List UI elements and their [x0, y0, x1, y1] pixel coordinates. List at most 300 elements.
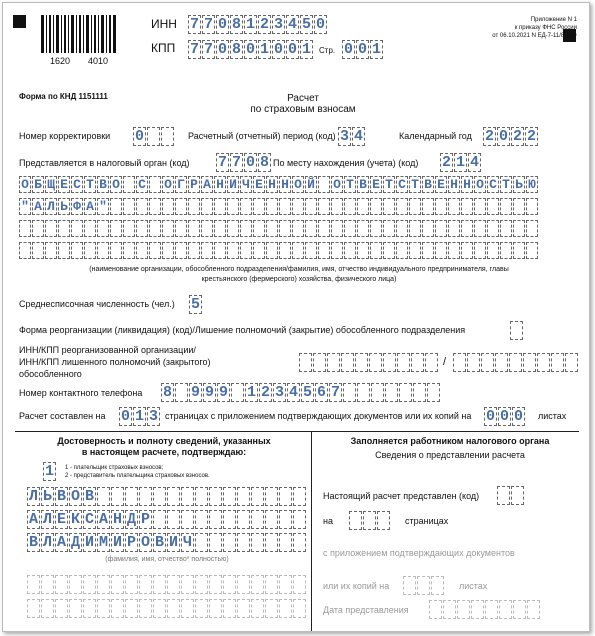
- entry-cell[interactable]: 0: [120, 408, 130, 425]
- entry-cell[interactable]: 0: [287, 41, 297, 58]
- entry-cell[interactable]: [251, 599, 264, 618]
- entry-cell[interactable]: [293, 575, 306, 594]
- entry-cell[interactable]: [355, 353, 368, 372]
- entry-cell[interactable]: [251, 575, 264, 594]
- page-number-cells[interactable]: [342, 40, 384, 59]
- entry-cell[interactable]: Р: [126, 534, 136, 551]
- entry-cell[interactable]: [265, 533, 278, 552]
- entry-cell[interactable]: [251, 487, 264, 506]
- entry-cell[interactable]: С: [136, 176, 148, 193]
- entry-cell[interactable]: [153, 599, 166, 618]
- docs-cells[interactable]: [484, 407, 526, 426]
- reorg-inn-cells[interactable]: [299, 353, 439, 372]
- entry-cell[interactable]: [123, 220, 135, 237]
- entry-cell[interactable]: [357, 242, 369, 259]
- entry-cell[interactable]: [487, 198, 499, 215]
- entry-cell[interactable]: [214, 198, 226, 215]
- entry-cell[interactable]: [526, 220, 538, 237]
- entry-cell[interactable]: [265, 575, 278, 594]
- entry-cell[interactable]: [136, 220, 148, 237]
- entry-cell[interactable]: [293, 533, 306, 552]
- entry-cell[interactable]: [209, 575, 222, 594]
- entry-cell[interactable]: 3: [274, 384, 284, 401]
- entry-cell[interactable]: [403, 576, 416, 595]
- entry-cell[interactable]: В: [28, 534, 38, 551]
- tax-authority-cells[interactable]: [216, 153, 272, 172]
- entry-cell[interactable]: [149, 176, 161, 193]
- entry-cell[interactable]: [383, 198, 395, 215]
- entry-cell[interactable]: [110, 220, 122, 237]
- entry-cell[interactable]: [181, 487, 194, 506]
- entry-cell[interactable]: Г: [175, 176, 187, 193]
- entry-cell[interactable]: ": [97, 198, 109, 215]
- entry-cell[interactable]: А: [201, 176, 213, 193]
- entry-cell[interactable]: Е: [253, 176, 265, 193]
- entry-cell[interactable]: [341, 353, 354, 372]
- entry-cell[interactable]: Ь: [58, 198, 70, 215]
- entry-cell[interactable]: 5: [302, 384, 312, 401]
- entry-cell[interactable]: [474, 242, 486, 259]
- entry-cell[interactable]: [513, 220, 525, 237]
- entry-cell[interactable]: 4: [287, 16, 297, 33]
- entry-cell[interactable]: 0: [245, 41, 255, 58]
- entry-cell[interactable]: 7: [189, 41, 199, 58]
- entry-cell[interactable]: 6: [316, 384, 326, 401]
- patronymic-cells[interactable]: [27, 533, 307, 552]
- entry-cell[interactable]: [201, 242, 213, 259]
- entry-cell[interactable]: [195, 487, 208, 506]
- entry-cell[interactable]: [448, 220, 460, 237]
- entry-cell[interactable]: С: [84, 511, 94, 528]
- entry-cell[interactable]: [58, 242, 70, 259]
- entry-cell[interactable]: Л: [42, 511, 52, 528]
- reorganization-cells[interactable]: [510, 321, 524, 340]
- entry-cell[interactable]: С: [71, 176, 83, 193]
- entry-cell[interactable]: [223, 487, 236, 506]
- year-cells[interactable]: [483, 127, 539, 146]
- entry-cell[interactable]: [453, 353, 466, 372]
- entry-cell[interactable]: [313, 353, 326, 372]
- entry-cell[interactable]: [214, 242, 226, 259]
- entry-cell[interactable]: Т: [383, 176, 395, 193]
- entry-cell[interactable]: 1: [301, 41, 311, 58]
- entry-cell[interactable]: [251, 533, 264, 552]
- entry-cell[interactable]: [149, 220, 161, 237]
- entry-cell[interactable]: 1: [371, 41, 381, 58]
- entry-cell[interactable]: 3: [148, 408, 158, 425]
- entry-cell[interactable]: [435, 198, 447, 215]
- entry-cell[interactable]: 7: [203, 41, 213, 58]
- entry-cell[interactable]: Н: [448, 176, 460, 193]
- entry-cell[interactable]: [175, 220, 187, 237]
- entry-cell[interactable]: [279, 510, 292, 529]
- entry-cell[interactable]: В: [84, 488, 94, 505]
- org-name-row-2[interactable]: [19, 198, 539, 215]
- entry-cell[interactable]: [265, 510, 278, 529]
- entry-cell[interactable]: [209, 487, 222, 506]
- entry-cell[interactable]: [251, 510, 264, 529]
- representative-row-1[interactable]: [27, 575, 307, 594]
- entry-cell[interactable]: [443, 600, 456, 619]
- entry-cell[interactable]: [123, 242, 135, 259]
- entry-cell[interactable]: [265, 599, 278, 618]
- entry-cell[interactable]: 3: [273, 16, 283, 33]
- org-name-row-3[interactable]: [19, 220, 539, 237]
- entry-cell[interactable]: [195, 510, 208, 529]
- entry-cell[interactable]: [422, 198, 434, 215]
- entry-cell[interactable]: Ч: [182, 534, 192, 551]
- entry-cell[interactable]: [318, 242, 330, 259]
- entry-cell[interactable]: [279, 575, 292, 594]
- entry-cell[interactable]: [369, 353, 382, 372]
- entry-cell[interactable]: [175, 242, 187, 259]
- entry-cell[interactable]: [32, 242, 44, 259]
- entry-cell[interactable]: [237, 575, 250, 594]
- entry-cell[interactable]: [370, 242, 382, 259]
- entry-cell[interactable]: 1: [245, 16, 255, 33]
- entry-cell[interactable]: 0: [217, 16, 227, 33]
- entry-cell[interactable]: [429, 600, 442, 619]
- entry-cell[interactable]: [27, 599, 40, 618]
- entry-cell[interactable]: [123, 176, 135, 193]
- entry-cell[interactable]: [209, 533, 222, 552]
- entry-cell[interactable]: [188, 242, 200, 259]
- entry-cell[interactable]: [279, 533, 292, 552]
- entry-cell[interactable]: [223, 575, 236, 594]
- entry-cell[interactable]: 1: [246, 384, 256, 401]
- entry-cell[interactable]: [253, 198, 265, 215]
- entry-cell[interactable]: Н: [112, 511, 122, 528]
- entry-cell[interactable]: [509, 353, 522, 372]
- entry-cell[interactable]: [331, 242, 343, 259]
- entry-cell[interactable]: [471, 600, 484, 619]
- entry-cell[interactable]: [240, 220, 252, 237]
- entry-cell[interactable]: И: [112, 534, 122, 551]
- entry-cell[interactable]: Ь: [42, 488, 52, 505]
- entry-cell[interactable]: [111, 487, 124, 506]
- entry-cell[interactable]: [474, 220, 486, 237]
- entry-cell[interactable]: [344, 198, 356, 215]
- name-cells[interactable]: [27, 510, 307, 529]
- entry-cell[interactable]: [45, 220, 57, 237]
- entry-cell[interactable]: В: [357, 176, 369, 193]
- entry-cell[interactable]: [292, 220, 304, 237]
- entry-cell[interactable]: [292, 198, 304, 215]
- entry-cell[interactable]: [125, 487, 138, 506]
- entry-cell[interactable]: [69, 599, 82, 618]
- entry-cell[interactable]: [474, 198, 486, 215]
- entry-cell[interactable]: [293, 510, 306, 529]
- entry-cell[interactable]: 1: [134, 408, 144, 425]
- entry-cell[interactable]: [237, 599, 250, 618]
- entry-cell[interactable]: 1: [259, 41, 269, 58]
- entry-cell[interactable]: [513, 198, 525, 215]
- entry-cell[interactable]: 7: [330, 384, 340, 401]
- entry-cell[interactable]: [175, 383, 188, 402]
- entry-cell[interactable]: [111, 599, 124, 618]
- entry-cell[interactable]: Ю: [526, 176, 538, 193]
- entry-cell[interactable]: 0: [315, 16, 325, 33]
- entry-cell[interactable]: [344, 220, 356, 237]
- entry-cell[interactable]: А: [32, 198, 44, 215]
- entry-cell[interactable]: [162, 220, 174, 237]
- entry-cell[interactable]: [435, 242, 447, 259]
- entry-cell[interactable]: [357, 198, 369, 215]
- entry-cell[interactable]: 0: [513, 408, 523, 425]
- entry-cell[interactable]: [195, 575, 208, 594]
- entry-cell[interactable]: 8: [162, 384, 172, 401]
- entry-cell[interactable]: [305, 198, 317, 215]
- entry-cell[interactable]: [266, 198, 278, 215]
- entry-cell[interactable]: [240, 242, 252, 259]
- entry-cell[interactable]: 0: [485, 408, 495, 425]
- entry-cell[interactable]: [97, 599, 110, 618]
- entry-cell[interactable]: [139, 599, 152, 618]
- inn-cells[interactable]: [188, 15, 328, 34]
- entry-cell[interactable]: [237, 487, 250, 506]
- entry-cell[interactable]: [188, 220, 200, 237]
- entry-cell[interactable]: [162, 242, 174, 259]
- entry-cell[interactable]: [223, 599, 236, 618]
- entry-cell[interactable]: О: [331, 176, 343, 193]
- entry-cell[interactable]: Н: [214, 176, 226, 193]
- entry-cell[interactable]: [149, 242, 161, 259]
- entry-cell[interactable]: [417, 576, 430, 595]
- entry-cell[interactable]: [435, 220, 447, 237]
- entry-cell[interactable]: [266, 242, 278, 259]
- entry-cell[interactable]: А: [28, 511, 38, 528]
- date-cells[interactable]: [429, 600, 541, 619]
- entry-cell[interactable]: С: [396, 176, 408, 193]
- entry-cell[interactable]: 2: [260, 384, 270, 401]
- entry-cell[interactable]: [305, 220, 317, 237]
- entry-cell[interactable]: [71, 220, 83, 237]
- entry-cell[interactable]: [551, 353, 564, 372]
- entry-cell[interactable]: И: [84, 534, 94, 551]
- entry-cell[interactable]: [136, 242, 148, 259]
- entry-cell[interactable]: Р: [188, 176, 200, 193]
- entry-cell[interactable]: М: [98, 534, 108, 551]
- entry-cell[interactable]: [279, 242, 291, 259]
- entry-cell[interactable]: Л: [45, 198, 57, 215]
- entry-cell[interactable]: 2: [259, 16, 269, 33]
- entry-cell[interactable]: 4: [288, 384, 298, 401]
- entry-cell[interactable]: [227, 220, 239, 237]
- entry-cell[interactable]: А: [84, 198, 96, 215]
- entry-cell[interactable]: [84, 242, 96, 259]
- received-sheets-cells[interactable]: [403, 576, 445, 595]
- entry-cell[interactable]: [41, 599, 54, 618]
- entry-cell[interactable]: Е: [370, 176, 382, 193]
- entry-cell[interactable]: Н: [461, 176, 473, 193]
- entry-cell[interactable]: [181, 575, 194, 594]
- entry-cell[interactable]: [279, 198, 291, 215]
- entry-cell[interactable]: [499, 600, 512, 619]
- entry-cell[interactable]: [396, 198, 408, 215]
- entry-cell[interactable]: [153, 487, 166, 506]
- entry-cell[interactable]: [409, 242, 421, 259]
- entry-cell[interactable]: 8: [231, 16, 241, 33]
- received-pages-cells[interactable]: [349, 511, 391, 530]
- entry-cell[interactable]: Ь: [513, 176, 525, 193]
- entry-cell[interactable]: [188, 198, 200, 215]
- entry-cell[interactable]: [318, 220, 330, 237]
- signer-type-cells[interactable]: [43, 462, 57, 481]
- entry-cell[interactable]: Т: [344, 176, 356, 193]
- entry-cell[interactable]: [253, 220, 265, 237]
- entry-cell[interactable]: [266, 220, 278, 237]
- entry-cell[interactable]: О: [70, 488, 80, 505]
- entry-cell[interactable]: 4: [469, 154, 479, 171]
- entry-cell[interactable]: [293, 487, 306, 506]
- entry-cell[interactable]: [385, 383, 398, 402]
- entry-cell[interactable]: Н: [266, 176, 278, 193]
- entry-cell[interactable]: [139, 487, 152, 506]
- entry-cell[interactable]: [227, 198, 239, 215]
- entry-cell[interactable]: [487, 220, 499, 237]
- entry-cell[interactable]: [500, 198, 512, 215]
- entry-cell[interactable]: [485, 600, 498, 619]
- entry-cell[interactable]: [237, 510, 250, 529]
- entry-cell[interactable]: [497, 486, 510, 505]
- entry-cell[interactable]: 4: [353, 128, 363, 145]
- entry-cell[interactable]: [19, 242, 31, 259]
- entry-cell[interactable]: [461, 220, 473, 237]
- entry-cell[interactable]: [167, 575, 180, 594]
- entry-cell[interactable]: Е: [58, 176, 70, 193]
- entry-cell[interactable]: [237, 533, 250, 552]
- entry-cell[interactable]: 2: [512, 128, 522, 145]
- entry-cell[interactable]: [231, 383, 244, 402]
- entry-cell[interactable]: [175, 198, 187, 215]
- entry-cell[interactable]: [513, 600, 526, 619]
- entry-cell[interactable]: [299, 353, 312, 372]
- entry-cell[interactable]: [253, 242, 265, 259]
- entry-cell[interactable]: [422, 220, 434, 237]
- entry-cell[interactable]: [461, 242, 473, 259]
- entry-cell[interactable]: В: [97, 176, 109, 193]
- entry-cell[interactable]: 5: [190, 296, 200, 313]
- entry-cell[interactable]: [344, 242, 356, 259]
- entry-cell[interactable]: [327, 353, 340, 372]
- entry-cell[interactable]: Л: [28, 488, 38, 505]
- entry-cell[interactable]: ": [19, 198, 31, 215]
- period-cells[interactable]: [338, 127, 366, 146]
- entry-cell[interactable]: [41, 575, 54, 594]
- entry-cell[interactable]: 8: [231, 41, 241, 58]
- entry-cell[interactable]: [370, 198, 382, 215]
- entry-cell[interactable]: В: [56, 488, 66, 505]
- entry-cell[interactable]: [331, 220, 343, 237]
- entry-cell[interactable]: [240, 198, 252, 215]
- entry-cell[interactable]: [125, 599, 138, 618]
- correction-cells[interactable]: [133, 127, 175, 146]
- entry-cell[interactable]: [396, 242, 408, 259]
- entry-cell[interactable]: 0: [245, 154, 255, 171]
- entry-cell[interactable]: [55, 599, 68, 618]
- pages-cells[interactable]: [119, 407, 161, 426]
- entry-cell[interactable]: [209, 599, 222, 618]
- entry-cell[interactable]: Т: [500, 176, 512, 193]
- entry-cell[interactable]: [500, 242, 512, 259]
- entry-cell[interactable]: [370, 220, 382, 237]
- entry-cell[interactable]: [481, 353, 494, 372]
- entry-cell[interactable]: [383, 220, 395, 237]
- entry-cell[interactable]: [448, 242, 460, 259]
- entry-cell[interactable]: [425, 353, 438, 372]
- entry-cell[interactable]: [167, 599, 180, 618]
- entry-cell[interactable]: [223, 510, 236, 529]
- entry-cell[interactable]: [305, 242, 317, 259]
- org-name-row-4[interactable]: [19, 242, 539, 259]
- entry-cell[interactable]: [511, 486, 524, 505]
- entry-cell[interactable]: [153, 510, 166, 529]
- entry-cell[interactable]: Д: [126, 511, 136, 528]
- entry-cell[interactable]: [467, 353, 480, 372]
- entry-cell[interactable]: [123, 198, 135, 215]
- entry-cell[interactable]: И: [227, 176, 239, 193]
- entry-cell[interactable]: [413, 383, 426, 402]
- entry-cell[interactable]: 9: [218, 384, 228, 401]
- entry-cell[interactable]: [139, 575, 152, 594]
- entry-cell[interactable]: [461, 198, 473, 215]
- reorg-kpp-cells[interactable]: [453, 353, 579, 372]
- entry-cell[interactable]: [161, 127, 174, 146]
- phone-cells[interactable]: [161, 383, 441, 402]
- entry-cell[interactable]: Б: [32, 176, 44, 193]
- entry-cell[interactable]: О: [292, 176, 304, 193]
- entry-cell[interactable]: [136, 198, 148, 215]
- entry-cell[interactable]: [27, 575, 40, 594]
- entry-cell[interactable]: [97, 220, 109, 237]
- entry-cell[interactable]: [397, 353, 410, 372]
- entry-cell[interactable]: О: [162, 176, 174, 193]
- entry-cell[interactable]: Д: [70, 534, 80, 551]
- entry-cell[interactable]: Ч: [240, 176, 252, 193]
- entry-cell[interactable]: [147, 127, 160, 146]
- entry-cell[interactable]: [448, 198, 460, 215]
- entry-cell[interactable]: [162, 198, 174, 215]
- entry-cell[interactable]: [83, 599, 96, 618]
- kpp-cells[interactable]: [188, 40, 314, 59]
- entry-cell[interactable]: [153, 575, 166, 594]
- entry-cell[interactable]: [565, 353, 578, 372]
- entry-cell[interactable]: 9: [190, 384, 200, 401]
- entry-cell[interactable]: [357, 383, 370, 402]
- entry-cell[interactable]: [457, 600, 470, 619]
- entry-cell[interactable]: 0: [217, 41, 227, 58]
- entry-cell[interactable]: 7: [231, 154, 241, 171]
- entry-cell[interactable]: [125, 575, 138, 594]
- entry-cell[interactable]: [292, 242, 304, 259]
- entry-cell[interactable]: [32, 220, 44, 237]
- entry-cell[interactable]: [181, 510, 194, 529]
- entry-cell[interactable]: [97, 575, 110, 594]
- entry-cell[interactable]: [526, 198, 538, 215]
- entry-cell[interactable]: Л: [42, 534, 52, 551]
- entry-cell[interactable]: Й: [305, 176, 317, 193]
- entry-cell[interactable]: [83, 575, 96, 594]
- entry-cell[interactable]: 2: [441, 154, 451, 171]
- entry-cell[interactable]: [195, 533, 208, 552]
- entry-cell[interactable]: Е: [435, 176, 447, 193]
- entry-cell[interactable]: [58, 220, 70, 237]
- representative-row-2[interactable]: [27, 599, 307, 618]
- entry-cell[interactable]: [279, 220, 291, 237]
- entry-cell[interactable]: [318, 198, 330, 215]
- entry-cell[interactable]: 2: [484, 128, 494, 145]
- entry-cell[interactable]: К: [70, 511, 80, 528]
